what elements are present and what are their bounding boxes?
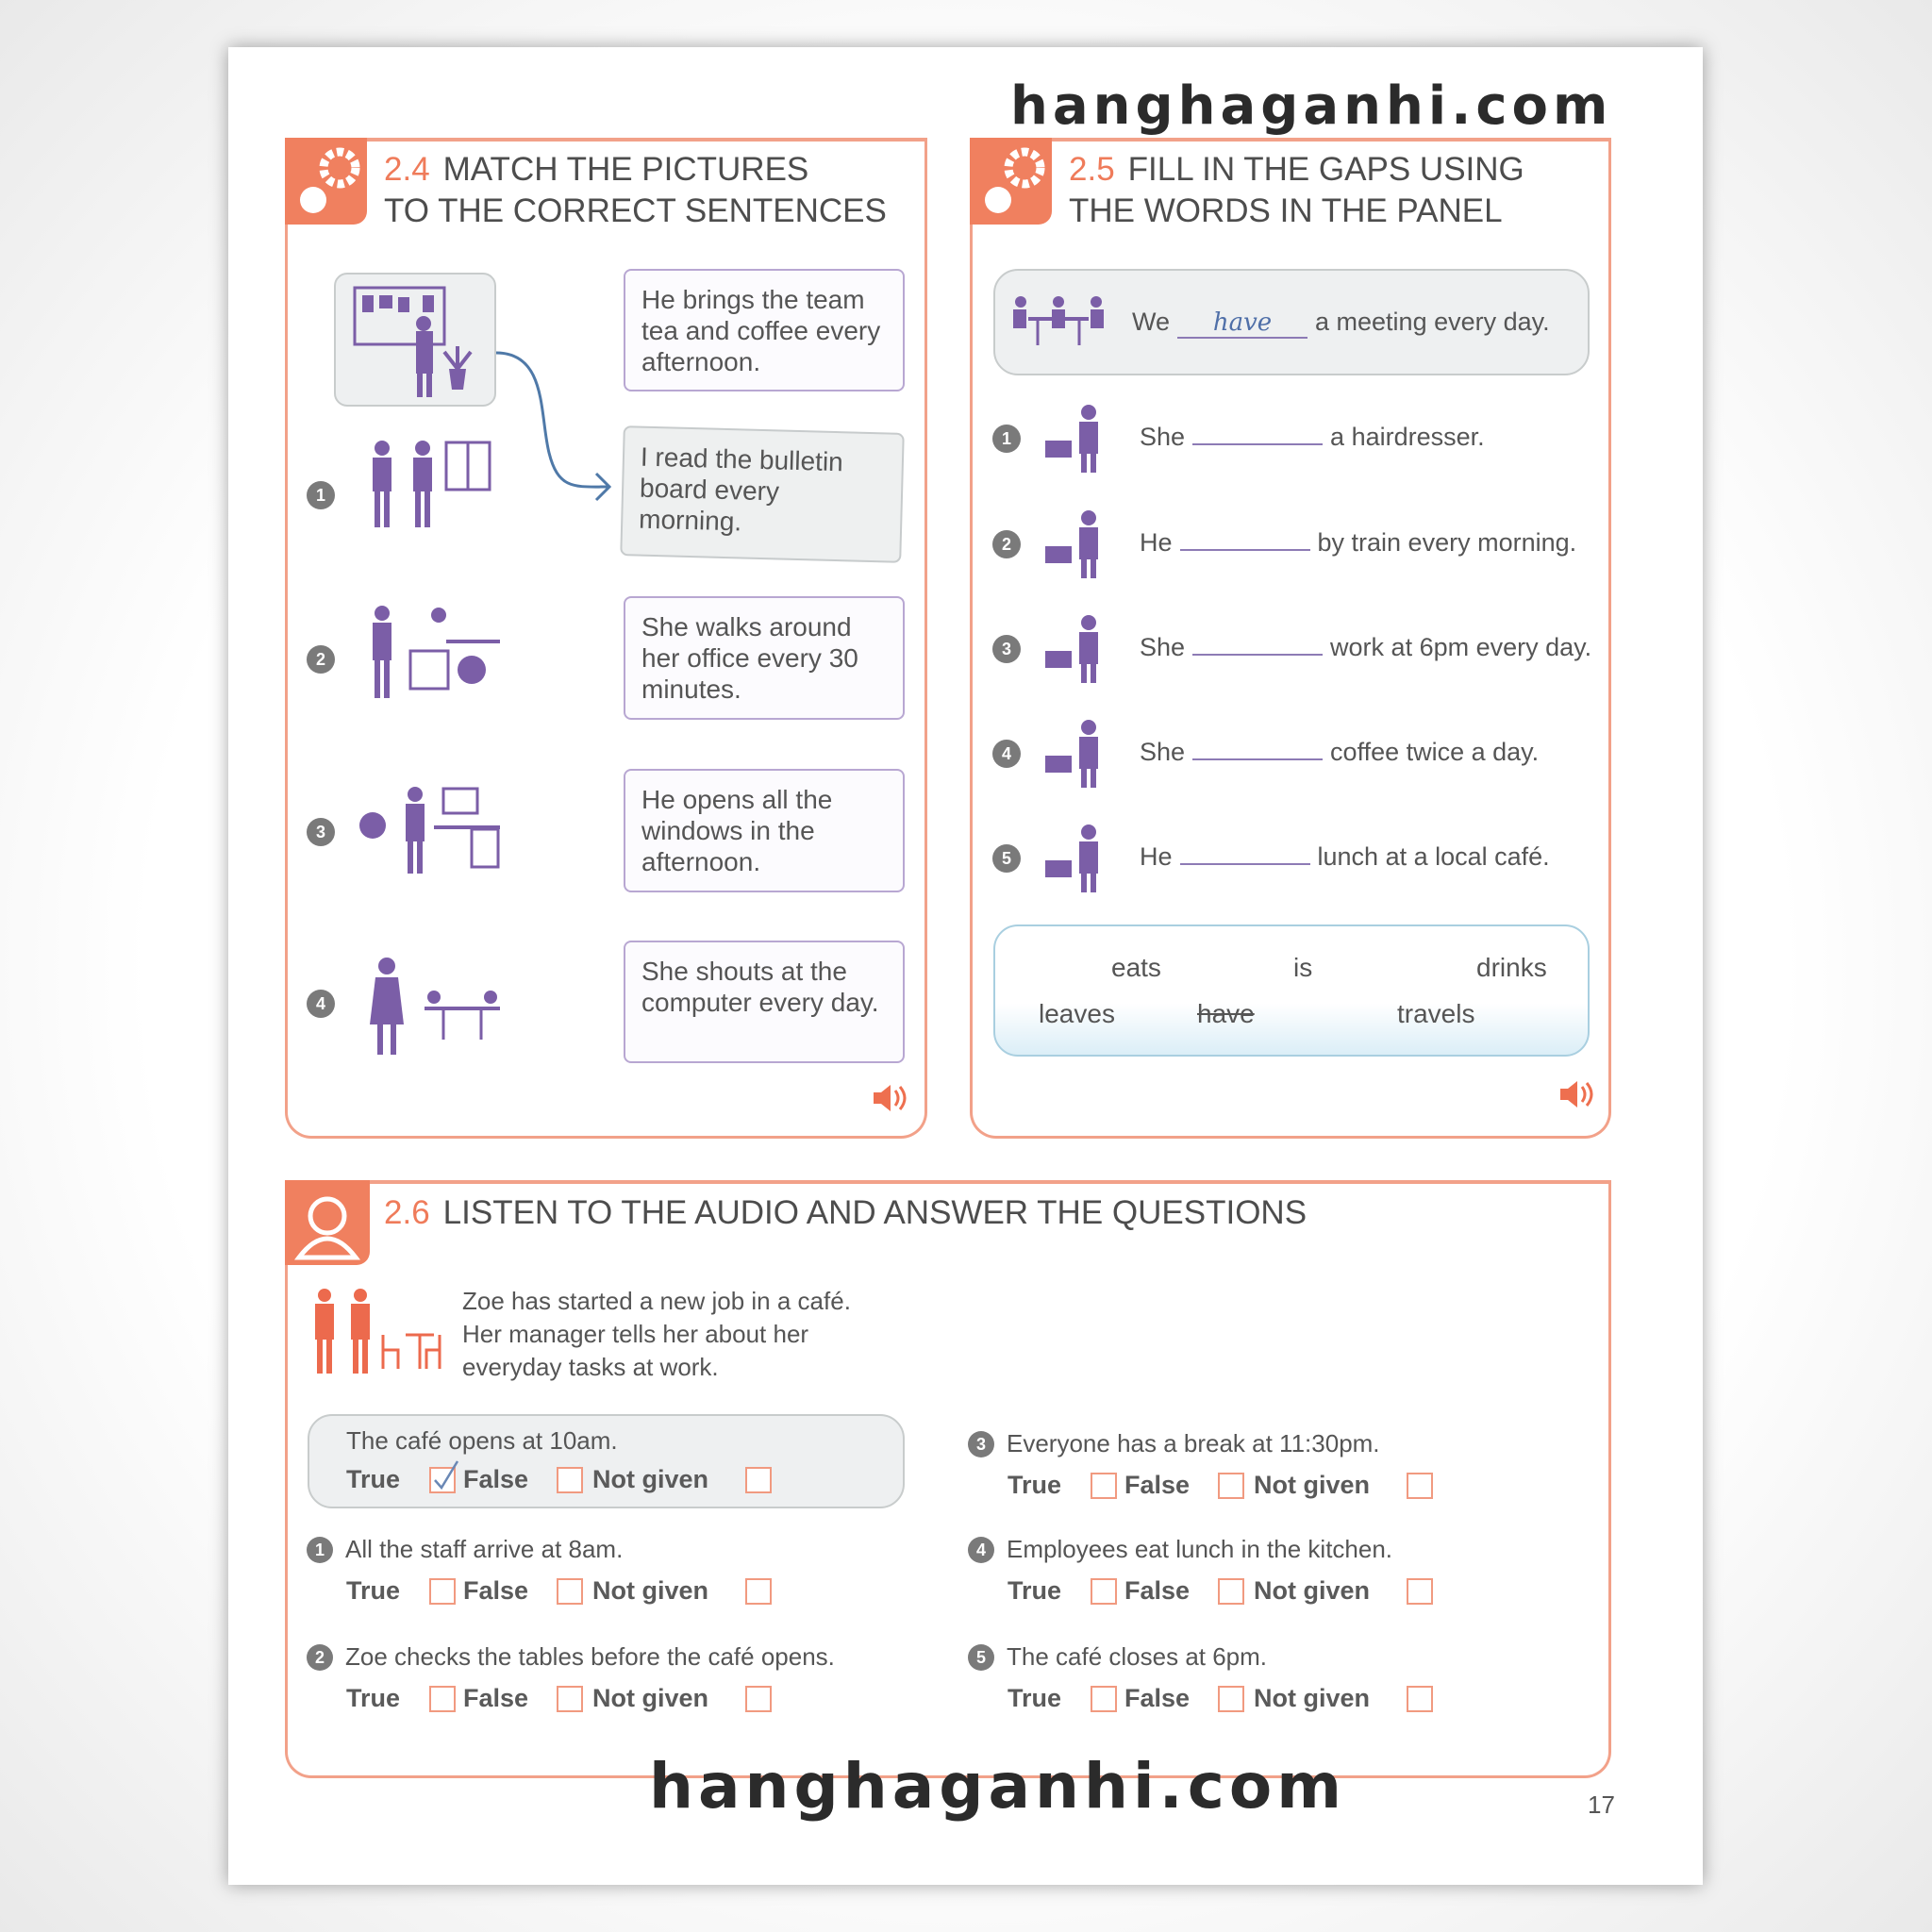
picture-shouting-computer bbox=[358, 783, 505, 877]
item-number: 2 bbox=[992, 530, 1021, 558]
question-statement: Everyone has a break at 11:30pm. bbox=[1007, 1429, 1380, 1457]
sentence-card: He opens all the windows in the afternoon. bbox=[624, 769, 905, 892]
question-2-checkbox-2[interactable] bbox=[745, 1686, 772, 1712]
gap-sentence: He lunch at a local café. bbox=[1140, 842, 1550, 871]
headset-person-icon bbox=[285, 1180, 370, 1265]
picture-number-3: 3 bbox=[307, 818, 335, 846]
word-drinks: drinks bbox=[1476, 953, 1547, 982]
question-number: 5 bbox=[968, 1644, 994, 1671]
word-travels: travels bbox=[1397, 999, 1475, 1028]
option-label: True bbox=[346, 1684, 401, 1712]
question-number: 3 bbox=[968, 1431, 994, 1457]
item-number: 4 bbox=[992, 740, 1021, 768]
example-checkbox-1[interactable] bbox=[557, 1467, 583, 1493]
question-4-checkbox-1[interactable] bbox=[1218, 1578, 1244, 1605]
meeting-icon bbox=[1009, 292, 1108, 349]
question-1-checkbox-2[interactable] bbox=[745, 1578, 772, 1605]
word-leaves: leaves bbox=[1039, 999, 1115, 1028]
option-label: False bbox=[1124, 1684, 1191, 1712]
example-picture-bulletin-board bbox=[334, 273, 496, 407]
gap-sentence: She work at 6pm every day. bbox=[1140, 633, 1592, 661]
item-picture-icon bbox=[1041, 613, 1117, 685]
example-gap-sentence: We have a meeting every day. bbox=[1132, 308, 1550, 337]
picture-woman-walking-office bbox=[358, 955, 509, 1058]
picture-number-1: 1 bbox=[307, 481, 335, 509]
question-5-checkbox-2[interactable] bbox=[1407, 1686, 1433, 1712]
word-panel bbox=[993, 924, 1590, 1057]
page-number: 17 bbox=[1588, 1790, 1615, 1819]
gap-blank[interactable] bbox=[1192, 654, 1323, 656]
item-number: 3 bbox=[992, 635, 1021, 663]
picture-number-2: 2 bbox=[307, 645, 335, 674]
sentence-card: He brings the team tea and coffee every afternoon. bbox=[624, 269, 905, 391]
question-2-checkbox-0[interactable] bbox=[429, 1686, 456, 1712]
question-2-checkbox-1[interactable] bbox=[557, 1686, 583, 1712]
item-picture-icon bbox=[1041, 823, 1117, 894]
speaker-icon[interactable] bbox=[872, 1083, 909, 1113]
question-4-checkbox-0[interactable] bbox=[1091, 1578, 1117, 1605]
cafe-staff-icon bbox=[308, 1288, 444, 1377]
gap-sentence: He by train every morning. bbox=[1140, 528, 1577, 557]
option-label: False bbox=[463, 1684, 529, 1712]
option-label: True bbox=[1008, 1576, 1062, 1605]
picture-tea-desk bbox=[363, 604, 505, 703]
question-3-checkbox-2[interactable] bbox=[1407, 1473, 1433, 1499]
question-statement: Zoe checks the tables before the café opens. bbox=[345, 1642, 835, 1671]
checkmark-icon bbox=[431, 1459, 459, 1491]
example-statement: The café opens at 10am. bbox=[346, 1426, 618, 1455]
option-label: Not given bbox=[592, 1465, 709, 1493]
question-1-checkbox-0[interactable] bbox=[429, 1578, 456, 1605]
question-5-checkbox-1[interactable] bbox=[1218, 1686, 1244, 1712]
word-have-used: have bbox=[1197, 999, 1255, 1028]
question-1-checkbox-1[interactable] bbox=[557, 1578, 583, 1605]
question-statement: All the staff arrive at 8am. bbox=[345, 1535, 624, 1563]
gap-blank[interactable] bbox=[1180, 863, 1310, 865]
gap-blank[interactable] bbox=[1192, 758, 1323, 760]
gap-sentence: She a hairdresser. bbox=[1140, 423, 1485, 451]
item-number: 1 bbox=[992, 425, 1021, 453]
question-number: 4 bbox=[968, 1537, 994, 1563]
item-number: 5 bbox=[992, 844, 1021, 873]
option-label: False bbox=[463, 1576, 529, 1605]
picture-number-4: 4 bbox=[307, 990, 335, 1018]
gear-icon bbox=[970, 138, 1052, 225]
picture-two-men-window bbox=[363, 439, 505, 533]
question-statement: The café closes at 6pm. bbox=[1007, 1642, 1268, 1671]
word-is: is bbox=[1293, 953, 1313, 982]
question-number: 2 bbox=[307, 1644, 333, 1671]
option-label: True bbox=[1008, 1684, 1062, 1712]
intro-text: Zoe has started a new job in a café. Her manager tells her about her everyday tasks at work. bbox=[462, 1287, 851, 1381]
option-label: Not given bbox=[592, 1684, 709, 1712]
exercise-2-6-title: 2.6 LISTEN TO THE AUDIO AND ANSWER THE QUESTIONS bbox=[384, 1194, 1307, 1231]
sentence-card-example: I read the bulletin board every morning. bbox=[620, 425, 905, 563]
speaker-icon[interactable] bbox=[1558, 1079, 1596, 1109]
question-5-checkbox-0[interactable] bbox=[1091, 1686, 1117, 1712]
option-label: True bbox=[346, 1465, 401, 1493]
option-label: True bbox=[346, 1576, 401, 1605]
sentence-card: She shouts at the computer every day. bbox=[624, 941, 905, 1063]
option-label: Not given bbox=[1254, 1471, 1371, 1499]
watermark-top: hanghaganhi.com bbox=[1010, 75, 1613, 137]
gear-icon bbox=[285, 138, 367, 225]
option-label: False bbox=[1124, 1471, 1191, 1499]
option-label: Not given bbox=[592, 1576, 709, 1605]
item-picture-icon bbox=[1041, 718, 1117, 790]
gap-sentence: She coffee twice a day. bbox=[1140, 738, 1540, 766]
option-label: False bbox=[1124, 1576, 1191, 1605]
word-eats: eats bbox=[1111, 953, 1161, 982]
question-3-checkbox-1[interactable] bbox=[1218, 1473, 1244, 1499]
match-arrow bbox=[491, 349, 613, 509]
option-label: False bbox=[463, 1465, 529, 1493]
question-statement: Employees eat lunch in the kitchen. bbox=[1007, 1535, 1393, 1563]
question-4-checkbox-2[interactable] bbox=[1407, 1578, 1433, 1605]
question-3-checkbox-0[interactable] bbox=[1091, 1473, 1117, 1499]
item-picture-icon bbox=[1041, 403, 1117, 475]
example-checkbox-0[interactable] bbox=[429, 1467, 456, 1493]
watermark-bottom: hanghaganhi.com bbox=[649, 1750, 1346, 1823]
option-label: Not given bbox=[1254, 1576, 1371, 1605]
gap-blank[interactable] bbox=[1192, 443, 1323, 445]
option-label: True bbox=[1008, 1471, 1062, 1499]
option-label: Not given bbox=[1254, 1684, 1371, 1712]
example-checkbox-2[interactable] bbox=[745, 1467, 772, 1493]
question-number: 1 bbox=[307, 1537, 333, 1563]
exercise-2-5-title: 2.5 FILL IN THE GAPS USING THE WORDS IN THE PANEL bbox=[1069, 151, 1524, 229]
item-picture-icon bbox=[1041, 508, 1117, 580]
exercise-2-4-title: 2.4 MATCH THE PICTURES TO THE CORRECT SENTENCES bbox=[384, 151, 887, 229]
sentence-card: She walks around her office every 30 minutes. bbox=[624, 596, 905, 720]
example-answer: have bbox=[1177, 308, 1307, 339]
gap-blank[interactable] bbox=[1180, 549, 1310, 551]
